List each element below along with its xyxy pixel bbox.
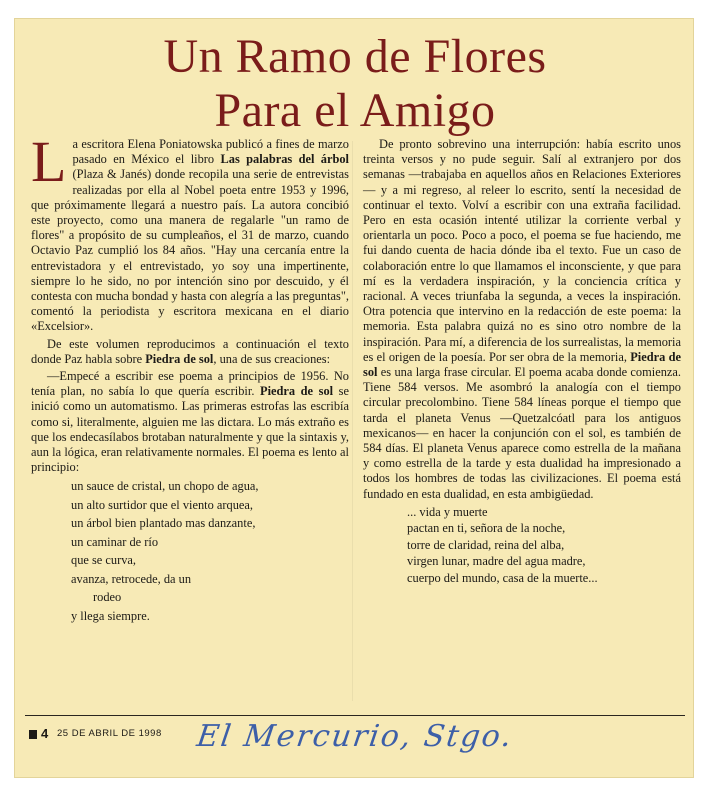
verse-line: virgen lunar, madre del agua madre, — [407, 554, 586, 569]
column-gutter — [352, 141, 353, 701]
verse-line: cuerpo del mundo, casa de la muerte... — [407, 570, 598, 585]
footer-rule — [25, 715, 685, 716]
verse-line: rodeo — [93, 590, 122, 605]
headline-line-2: Para el Amigo — [214, 84, 496, 137]
verse-excerpt-right — [407, 504, 681, 587]
intro-paragraph — [31, 129, 349, 335]
poem-title: Piedra de sol — [260, 384, 334, 399]
issue-date: 25 DE ABRIL DE 1998 — [57, 728, 162, 739]
verse-line: torre de claridad, reina del alba, — [407, 537, 565, 552]
paragraph-2-text-a: De este volumen reproducimos a continuación el texto donde Paz habla sobre — [31, 336, 349, 366]
verse-line: un sauce de cristal, un chopo de agua, — [71, 479, 259, 494]
drop-cap: L — [31, 129, 67, 194]
verse-excerpt-left — [71, 477, 349, 625]
verse-line: ... vida y muerte — [407, 504, 488, 519]
poem-title: Piedra de sol — [363, 349, 681, 380]
verse-line: pactan en ti, señora de la noche, — [407, 521, 566, 536]
paragraph-2 — [31, 337, 349, 367]
right-column — [363, 137, 681, 588]
handwritten-source-note: El Mercurio, Stgo. — [194, 719, 516, 754]
paragraph-3 — [31, 369, 349, 475]
verse-line: y llega siempre. — [71, 608, 150, 623]
verse-line: un árbol bien plantado mas danzante, — [71, 516, 256, 531]
page-number: 4 — [41, 726, 49, 741]
verse-line: avanza, retrocede, da un — [71, 571, 192, 586]
book-title: Las palabras del árbol — [220, 152, 349, 167]
paragraph-4-text-a: De pronto sobrevino una interrupción: había escrito unos treinta versos y no pude seguir. Salí al extranjero por dos semanas —trabajaba en aquellos años en Relaciones Exteriores— y a mi regreso, al releer lo escrito, sentí la necesidad de continuar el texto. Volví a escribir con una extraña facilidad. Pero en esta ocasión intenté utilizar la corriente verbal y orientarla un poco. Poco a poco, el poema se fue haciendo, me fui dando cuenta de hacia dónde iba el texto. Fue un caso de colaboración entre lo que llamamos el inconsciente, y que para mí es la verdadera inspiración, y la conciencia crítica y racional. A veces triunfaba la segunda, a veces la inspiración. Otra potencia que intervino en la redacción de este poema: la memoria. Esta palabra quizá no es sino otro nombre de la inspiración. Para mí, a diferencia de los surrealistas, la memoria es el origen de la poesía. Por ser obra de la memoria, — [363, 137, 681, 364]
paragraph-3-text-b: se inició como un automatismo. Las primeras estrofas las escribía como si, literalmente, alguien me las dictara. Lo más extraño es que los endecasílabos brotaban naturalmente y que la sintaxis y, aun la lógica, eran relativamente normales. El poema es lento al principio: — [31, 384, 349, 475]
intro-text-b: (Plaza & Janés) donde recopila una serie de entrevistas realizadas por ella al Nobel poeta entre 1953 y 1996, que próximamente llegará a nuestro país. La autora concibió este proyecto, como una manera de regalarle "un ramo de flores" a propósito de su cumpleaños, el 31 de marzo, cuando Octavio Paz cumplió los 84 años. "Hay una cercanía entre la entrevistadora y el entrevistado, yo soy una impertinente, siempre lo he sido, no por intención sino por descuido, y él contesta con mucha bondad y hasta con alegría a las preguntas", comentó la periodista y escritora mexicana en el diario «Excelsior». — [31, 167, 349, 334]
headline-line-1: Un Ramo de Flores — [163, 30, 547, 83]
paragraph-2-text-b: , una de sus creaciones: — [213, 351, 331, 366]
paragraph-4-text-b: es una larga frase circular. El poema acaba donde comienza. Tiene 584 versos. Me asombró la analogía con el tiempo circular precolombino. Tiene 584 líneas porque el tiempo que tarda el planeta Venus —Quetzalcóatl para los antiguos mexicanos— en hacer la conjunción con el sol, es también de 584 días. El planeta Venus aparece como estrella de la mañana y como estrella de la tarde y esta dualidad ha impresionado a todos los hombres de todas las civilizaciones. El poema está fundado en esta dualidad, en esta ambigüedad. — [363, 365, 681, 501]
poem-title: Piedra de sol — [145, 351, 214, 366]
paragraph-4 — [363, 137, 681, 502]
newspaper-clipping — [14, 18, 694, 778]
verse-line: que se curva, — [71, 553, 137, 568]
verse-line: un caminar de río — [71, 534, 159, 549]
paragraph-3-text-a: —Empecé a escribir ese poema a principios de 1956. No tenía plan, no sabía lo que quería escribir. — [31, 369, 349, 399]
verse-line: un alto surtidor que el viento arquea, — [71, 497, 254, 512]
intro-text-a: a escritora Elena Poniatowska publicó a fines de marzo pasado en México el libro — [72, 137, 349, 167]
left-column — [31, 129, 349, 627]
